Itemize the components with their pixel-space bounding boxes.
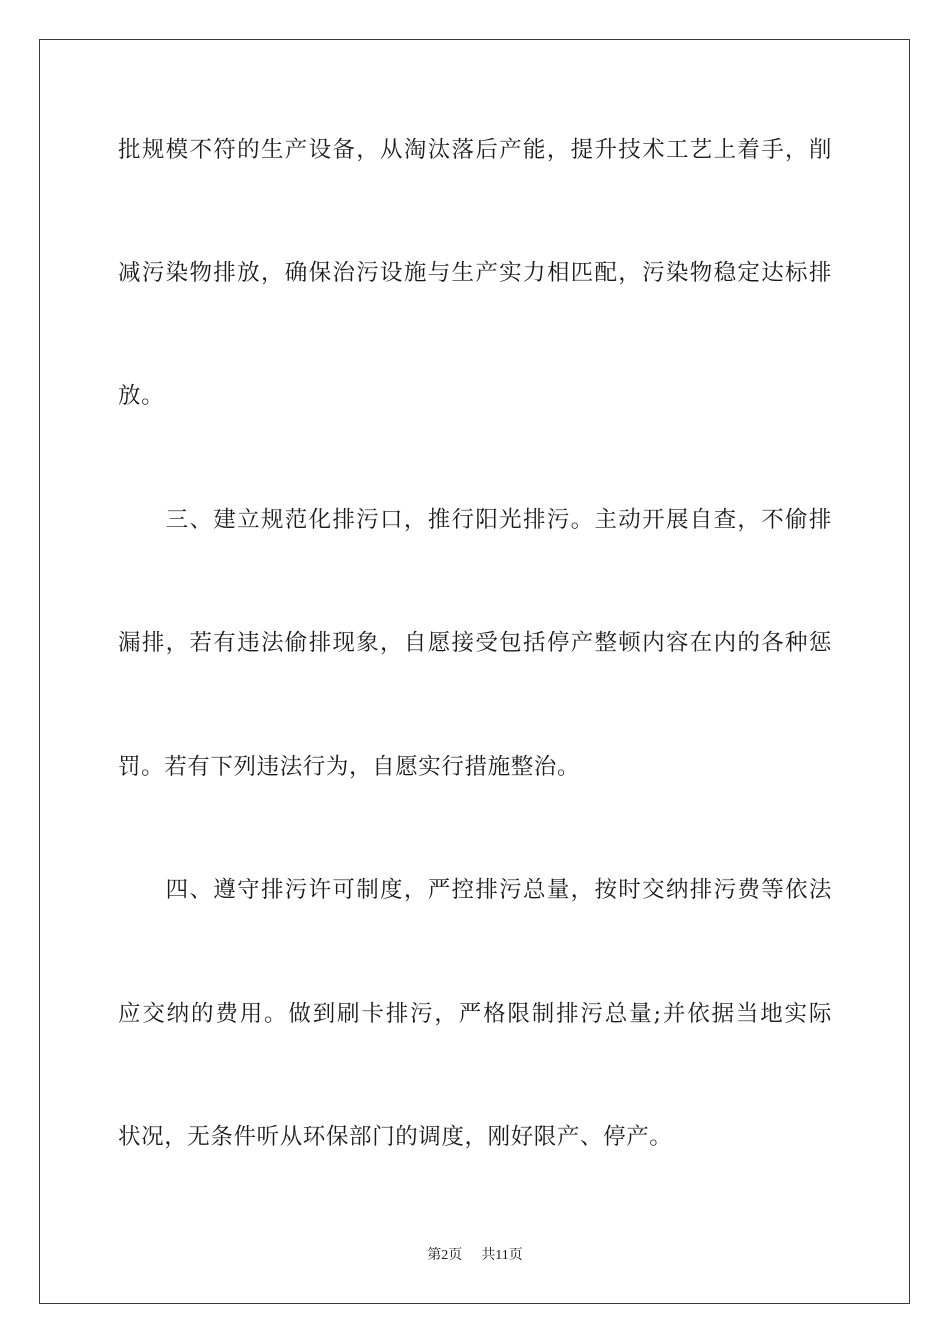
text-line: 批规模不符的生产设备，从淘汰落后产能，提升技术工艺上着手，削: [118, 137, 832, 163]
text-line: 漏排，若有违法偷排现象，自愿接受包括停产整顿内容在内的各种惩: [118, 630, 832, 656]
text-line: 放。: [118, 383, 165, 409]
page-total: 共11页: [481, 1248, 523, 1263]
text-line: 应交纳的费用。做到刷卡排污，严格限制排污总量;并依据当地实际: [118, 1001, 832, 1027]
text-line: 三、建立规范化排污口，推行阳光排污。主动开展自查，不偷排: [118, 507, 832, 533]
page-border: [39, 39, 910, 1304]
page-footer: [0, 1247, 950, 1265]
page-number: 第2页: [427, 1248, 463, 1263]
text-line: 四、遵守排污许可制度，严控排污总量，按时交纳排污费等依法: [118, 877, 832, 903]
text-line: 状况，无条件听从环保部门的调度，刚好限产、停产。: [118, 1124, 673, 1150]
text-line: 减污染物排放，确保治污设施与生产实力相匹配，污染物稳定达标排: [118, 260, 832, 286]
text-line: 罚。若有下列违法行为，自愿实行措施整治。: [118, 754, 581, 780]
